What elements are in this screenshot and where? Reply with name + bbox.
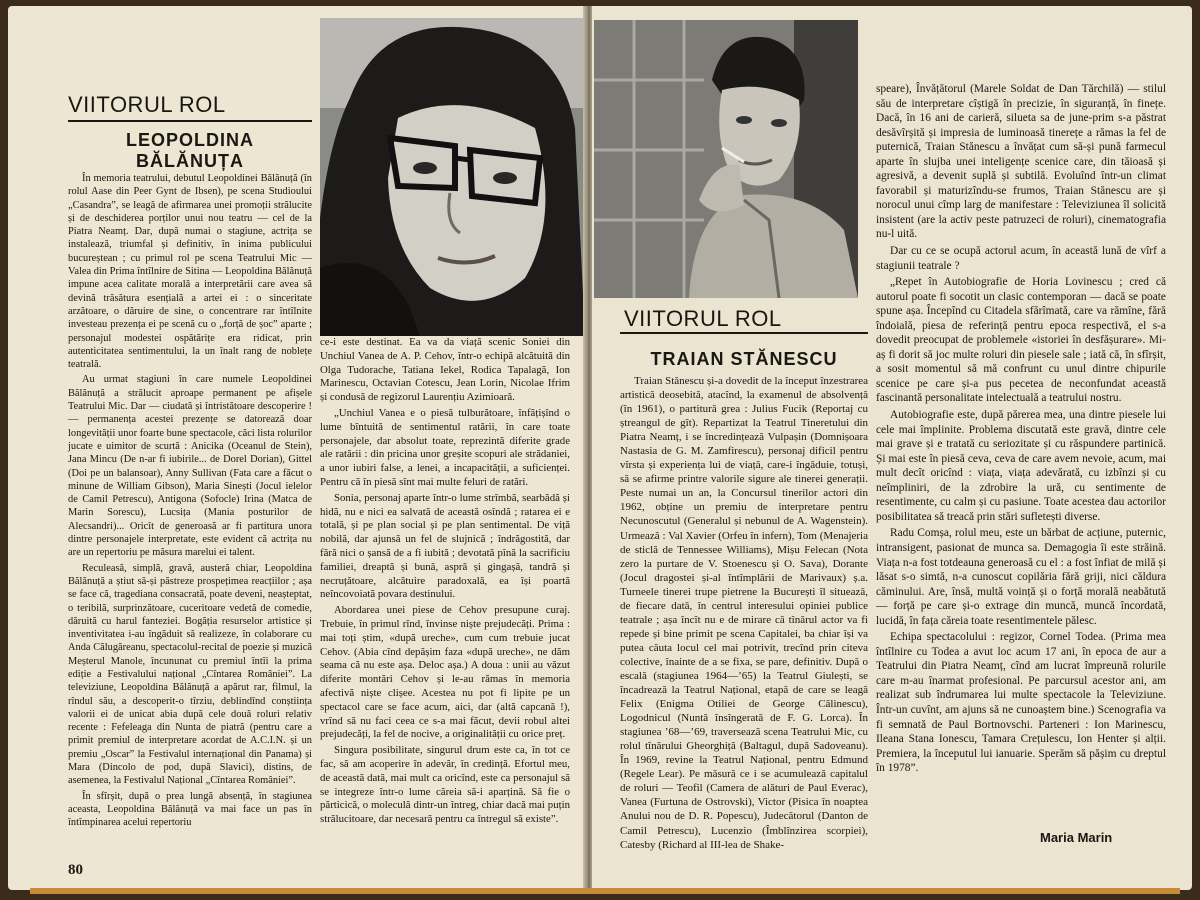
- article-column-1: [68, 172, 312, 844]
- paragraph: Singura posibilitate, singurul drum este ca, în tot ce fac, să am acoperire în adevăr, în credință. Efortul meu, de această dată, mai mult ca oricînd, este ca personajul să se integreze într-o lume căreia să-i aparțină. Să fie o părticică, o moleculă dintr-un întreg, chiar dacă mai puțin strălucitoare, dar necesară pentru ca întregul să existe”.: [320, 744, 570, 826]
- rubric-rule: [620, 332, 868, 334]
- paragraph: Traian Stănescu și-a dovedit de la început înzestrarea artistică deosebită, atacînd, la examenul de absolvență (în 1961), o partitură grea : Julius Fucik (Reportaj cu ștreangul de gît). Repartizat la Teatrul Tineretului din Piatra Neamț, i se încredințează Vulpașin (Domnișoara Nastasia de G. M. Zamfirescu), personaj dificil pentru vîrsta și experiența lui de viață, care-i îngăduie, totuși, să se afirme printre valorile sigure ale tinerei generații. Peste numai un an, la Concursul tinerilor actori din 1962, obține un premiu de interpretare pentru Necunoscutul (Generalul și nebunul de A. Wagenstein). Urmează : Val Xavier (Orfeu în infern), Tom (Menajeria de sticlă de Tennessee Williams), Mișu Felecan (Nota zero la purtare de V. Stoenescu și O. Sava), Dorante (Jocul dragostei și-al întîmplării de Marivaux) ș.a. Turneele tinerei trupe pietrene la București îl situează, de fiecare dată, în centrul interesului opiniei publice teatrale ; așa încît nu e de mirare că tînărul actor va fi repede și bine primit pe scena Capitalei, ba chiar își va putea căuta locul cel mai potrivit, trecînd prin citeva colective, înainte de a se fixa, se pare, definitiv. După o escală (stagiunea 1964—’65) la Teatrul Giulești, se încadrează la Teatrul Național, etapă de care se leagă Felix (Enigma Otiliei de George Călinescu), Logodnicul (Nuntă însîngerată de F. G. Lorca). În stagiunea ’68—’69, traversează scena Teatrului Mic, cu rolul tînărului Gheorghiță (Baltagul, după Sadoveanu). În 1969, revine la Teatrul Național, pentru Edmund (Regele Lear). Pe măsură ce i se acumulează capitalul de roluri — Teofil (Camera de alături de Paul Everac), Vanea (Furtuna de Ostrovski), Victor (Pisica în noaptea Anului nou de D. R. Popescu), Judecătorul (Danton de Camil Petrescu), Lucenzio (Îmblînzirea scorpiei), Catesby (Richard al III-lea de Shake-: [620, 375, 868, 851]
- paragraph: „Unchiul Vanea e o piesă tulburătoare, înfățișînd o lume bîntuită de sentimentul ratării, în care toate personajele, dar absolut toate, reprezintă diferite grade ale ratării : din pricina unor greșite scopuri ale strădaniei, a unor iubiri false, a lenei, a incapacității, a suficienței. Pentru că în piesă sînt mai multe feluri de ratări.: [320, 406, 570, 488]
- paragraph: În memoria teatrului, debutul Leopoldinei Bălănuță (în rolul Aase din Peer Gynt de Ibsen), pe scena Studioului „Casandra”, se leagă de afirmarea unei promoții strălucite și de deschiderea porților unui nou teatru — cel de la Piatra Neamț. Dar, după numai o stagiune, actrița se instalează, triumfal și definitiv, în inima publicului bucureștean ; cu primul rol pe scena Teatrului Mic — Valea din Prima întîlnire de Sitina — Leopoldina Bălănuță impune acea calitate morală a interpretării care avea să devină trăsătura esențială a artei ei : o sinceritate arzătoare, o dăruire de sine, o concentrare rar întîlnite investeau prezența ei pe scenă cu o „forță de șoc” aparte ; personajul modestei ospătărițe era ridicat, prin autenticitatea sentimentului, la un înalt rang de noblețe teatrală.: [68, 173, 312, 371]
- rubric-rule: [68, 120, 312, 122]
- book-edge: [30, 888, 1180, 894]
- article-column-2: [876, 82, 1166, 826]
- paragraph: Autobiografie este, după părerea mea, una dintre piesele lui cele mai împlinite. Problema discutată este gravă, dintre cele mai grave și e tratată cu seriozitate și cu răspundere partinică. Și mai este în piesă ceva, ceva de care avem nevoie, acum, mai mult decît oricînd : viața, viața adevărată, cu izbînzi și cu neîmpliniri, de la zdrobire la ură, cu sentimente de resentimente, cu calm și cu pasiune. Toate acestea dau actorilor posibilitatea să treacă prin stări sufletești diverse.: [876, 409, 1166, 523]
- rubric-title: VIITORUL ROL: [68, 92, 226, 117]
- article-column-1: [620, 374, 868, 854]
- page-number: 80: [68, 862, 83, 878]
- article-headline: TRAIAN STĂNESCU: [650, 349, 838, 369]
- paragraph: ce-i este destinat. Ea va da viață scenic Soniei din Unchiul Vanea de A. P. Cehov, într-o echipă alcătuită din Olga Tudorache, Tatiana Iekel, Rodica Tapalagă, Ion Marinescu, Octavian Cotescu, Jean Lorin, Nicolae Ifrim și condusă de regizorul Laurențiu Azimioară.: [320, 336, 570, 404]
- paragraph: speare), Învățătorul (Marele Soldat de Dan Tărchilă) — stilul său de interpretare cîștigă în precizie, în siguranță, în finețe. Dacă, în 16 ani de carieră, silueta sa de june-prim s-a păstrat desăvîrșită și impresia de luminoasă tinerețe a rămas la fel de puternică, Traian Stănescu a învățat cum să-și pună farmecul aparte în slujba unei inteligențe scenice care, din tăioasă și agresivă, a devenit suplă și subtilă. Evoluînd într-un climat favorabil și maturizîndu-se frumos, Traian Stănescu are și norocul unui cîmp larg de manifestare : Televiziunea îl solicită insistent (are la activ peste patruzeci de roluri), cinematografia nu-l uită.: [876, 83, 1166, 241]
- rubric-title: VIITORUL ROL: [624, 306, 782, 331]
- paragraph: Au urmat stagiuni în care numele Leopoldinei Bălănuță a strălucit aproape permanent pe afișele Teatrului Mic. Dar — ciudată și întristătoare descoperire ! — permanența acestei prezențe se datorează doar longevității unor foarte bune spectacole, căci lista rolurilor jucate e uimitor de scurtă : Anicika (Oceanul de Stein), Jana Mincu (De n-ar fi iubirile... de Dorel Dorian), Gittel (Doi pe un balansoar), Anny Sullivan (Fata care a făcut o minune de William Gibson), Maria Sinești (Jocul ielelor de Camil Petrescu), Antigona (Sofocle) Irina (Matca de Marin Sorescu), Lucsița (Mania posturilor de Alecsandri)... Oricît de generoasă ar fi partitura unora dintre personajele interpretate, este evident că actrița nu are un repertoriu pe măsura marelui ei talent.: [68, 374, 312, 559]
- paragraph: Radu Comșa, rolul meu, este un bărbat de acțiune, puternic, intransigent, pasionat de munca sa. Demagogia îi este străină. Viața n-a fost totdeauna generoasă cu el : a fost înfiat de milă și lăsat s-o simtă, n-a cunoscut copilăria fără griji, nici căldura căminului. Are, însă, multă voință și o forță morală neabătută — forță pe care și-o extrage din muncă, muncă încordată, lucidă, în fața căreia toate resentimentele pălesc.: [876, 527, 1166, 627]
- paragraph: Abordarea unei piese de Cehov presupune curaj. Trebuie, în primul rînd, învinse niște prejudecăți. Prima : mai toți știm, «după ureche», cum cum trebuie jucat Cehov. (Abia cînd depășim faza «după ureche», ne dăm seama că nu este așa. Deloc așa.) A doua : unii au văzut diferite montări Cehov și le-au rămas în memoria afectivă niște clișee. Acestea nu pot fi lipite pe un spectacol care se face acum, aici, dar (altă capcană !), vrînd să nu faci ceea ce s-a mai făcut, devii robul altei prejudecăți, la fel de nocive, a originalității cu orice preț.: [320, 604, 570, 741]
- article-column-2: [320, 336, 570, 852]
- portrait-photo-leopoldina: [320, 18, 585, 336]
- paragraph: Dar cu ce se ocupă actorul acum, în această lună de vîrf a stagiunii teatrale ?: [876, 245, 1166, 272]
- headline-line-2: BĂLĂNUȚA: [136, 151, 244, 171]
- paragraph: Echipa spectacolului : regizor, Cornel Todea. (Prima mea întîlnire cu Todea a avut loc acum 17 ani, în epoca de aur a Teatrului din Piatra Neamț, cînd am lucrat împreună rolurile care m-au înarmat profesional. Pe parcursul acestor ani, am realizat sub îndrumarea lui multe spectacole la Televiziune. Într-un cuvînt, am ajuns să ne cunoaștem bine.) Scenografia va fi semnată de Paul Bortnovschi. Parteneri : Ion Marinescu, Ileana Stana Ionescu, Tamara Crețulescu, Ion Henter și alții. Premiera, la începutul lui ianuarie. Sperăm să pășim cu dreptul în 1978”.: [876, 631, 1166, 775]
- paragraph: Sonia, personaj aparte într-o lume strîmbă, searbădă și hidă, nu e nici ea salvată de această osîndă ; ratarea ei e totală, și pe plan social și pe plan sentimental. De viță nobilă, dar ajunsă un fel de slujnică ; îndrăgostită, dar fără nici o șansă de a fi iubită ; devotată pînă la sacrificiu familiei, dreaptă și bună, aspră și gingașă, tandră și necruțătoare, alcătuire paradoxală, ea își poartă neîncovoiată povara destinului.: [320, 491, 570, 601]
- paragraph: „Repet în Autobiografie de Horia Lovinescu ; cred că autorul poate fi socotit un clasic contemporan — dacă se poate spune așa. Începînd cu Citadela sfărîmată, care va rămîne, fără îndoială, piesa de referință pentru epoca respectivă, el s-a dovedit preocupat de problemele «istoriei în desfășurare». Mi-aș fi dorit să joc multe roluri din piesele sale ; iată că, în sfîrșit, a sosit momentul să mă confrunt cu unul dintre chipurile scenice pe care și-a pus pecetea de neconfundat această fascinantă personalitate intelectuală a teatrului nostru.: [876, 276, 1166, 405]
- portrait-photo-traian: [594, 20, 858, 298]
- headline-line-1: LEOPOLDINA: [125, 130, 254, 150]
- left-page: [8, 6, 585, 890]
- paragraph: Reculeasă, simplă, gravă, austeră chiar, Leopoldina Bălănuță a știut să-și păstreze prospețimea reacțiilor ; așa se face că, tragediana consacrată, poate deveni, neașteptat, o teribilă, surprinzătoare, cuceritoare vedetă de comedie, dăruită cu harul fanteziei. Bogăția resurselor artistice și inventivitatea i-au îngăduit să realizeze, în colaborare cu Anda Călugăreanu, spectacolul-recital de poezie și muzică Meșterul Manole, încununat cu premiul întîi la prima ediție a Festivalului național „Cîntarea României”. La televiziune, Leopoldina Bălănuță a apărut rar, filmul, la rîndul său, a descoperit-o tîrziu, deblindînd conștiința valorii ei de unicat abia după cele două roluri relativ recente : Fefeleaga din Nunta de piatră (pentru care a primit premiul de interpretare acordat de A.C.I.N. și un premiu „Oscar” la Festivalul internațional din Panama) și Mara (Dincolo de pod, după Slavici), distins, de asemenea, la Festivalul Național „Cîntarea României”.: [68, 562, 312, 787]
- portrait-photo-graphic: [320, 18, 585, 336]
- portrait-photo-graphic: [594, 20, 858, 298]
- paragraph: În sfîrșit, după o prea lungă absență, în stagiunea aceasta, Leopoldina Bălănuță va mai face un pas în întîmpinarea acelui repertoriu: [68, 790, 312, 829]
- right-page: [592, 6, 1192, 890]
- author-signature: Maria Marin: [1040, 830, 1113, 845]
- article-headline: [68, 130, 312, 172]
